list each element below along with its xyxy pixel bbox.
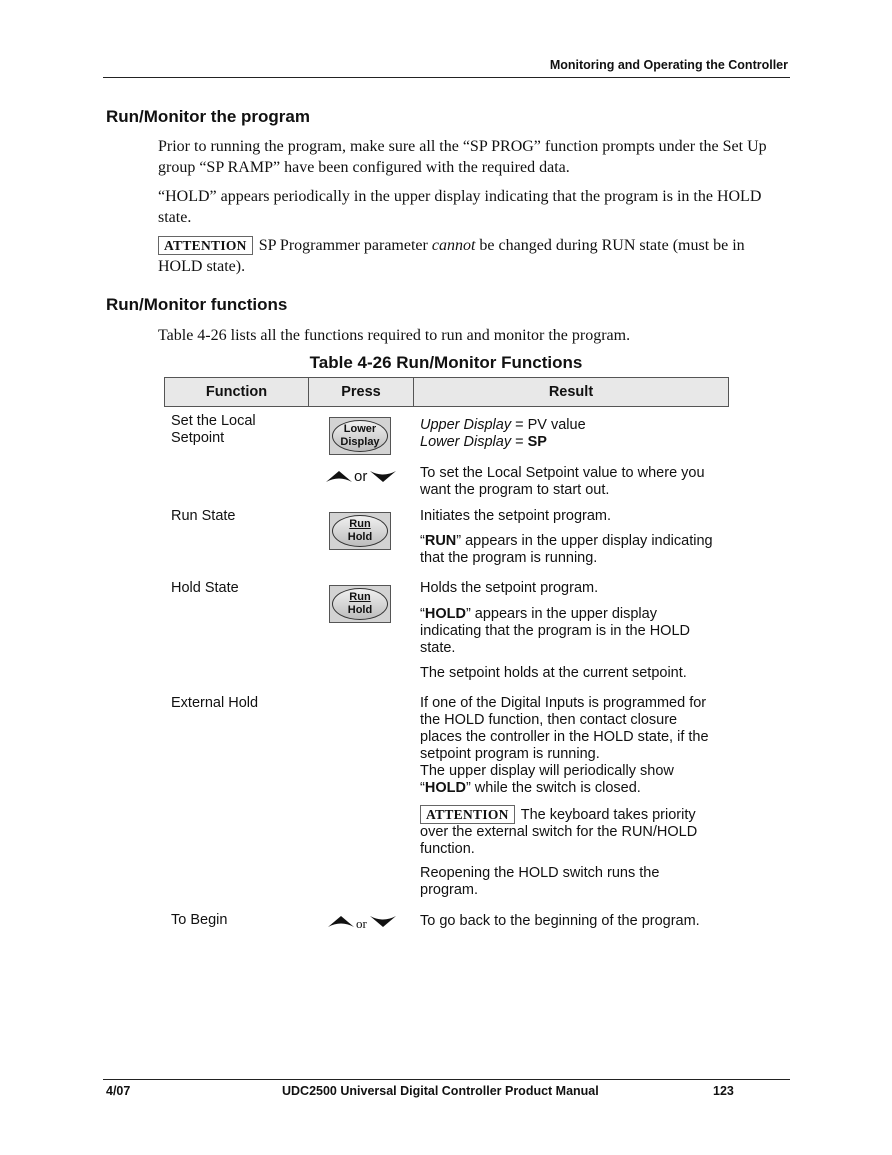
result-external-hold-reopening: Reopening the HOLD switch runs the program. (420, 865, 660, 898)
run-hold-key-icon (329, 585, 391, 623)
row-function-set-local-setpoint: Set the Local Setpoint (171, 413, 256, 446)
hold-appears-rest: ” appears in the upper display indicating that the program is in the HOLD state. (420, 606, 690, 656)
row-function-to-begin: To Begin (171, 912, 228, 928)
attention-text-after: be changed during RUN state (must be in HOLD state). (158, 237, 745, 275)
running-header: Monitoring and Operating the Controller (549, 58, 788, 72)
attention-text-before: SP Programmer parameter (258, 237, 432, 254)
quote-open: “ (420, 533, 425, 549)
up-or-down-arrows (328, 913, 408, 933)
section-heading-run-monitor-functions: Run/Monitor functions (106, 295, 288, 314)
up-arrow-icon (326, 471, 352, 482)
result-run-initiates: Initiates the setpoint program. (420, 508, 612, 524)
or-text: or (354, 468, 368, 485)
paragraph-hold-appears: “HOLD” appears periodically in the upper display indicating that the program is in the HOLD state. (158, 188, 762, 226)
footer-manual-title: UDC2500 Universal Digital Controller Product Manual (282, 1084, 599, 1098)
quote-open: “ (420, 606, 425, 622)
row-function-external-hold: External Hold (171, 695, 259, 711)
lower-display-label: Lower Display (420, 434, 512, 450)
footer-page-number: 123 (713, 1084, 734, 1098)
key-label-line1: Lower (343, 423, 377, 435)
up-or-down-arrows (326, 468, 406, 488)
result-external-hold-description (420, 695, 720, 797)
attention-badge: ATTENTION (158, 236, 253, 255)
footer-rule (103, 1079, 790, 1080)
header-rule (103, 77, 790, 78)
upper-display-label: Upper Display (420, 417, 512, 433)
result-to-begin: To go back to the beginning of the program. (420, 913, 700, 929)
hold-bold-text: HOLD (424, 606, 466, 622)
periodic-before: The upper display will periodically show “ (420, 763, 674, 796)
key-label-hold: Hold (347, 604, 373, 616)
key-label-hold: Hold (347, 531, 373, 543)
run-hold-key-icon (329, 512, 391, 550)
attention-keyboard-priority: The keyboard takes priority over the external switch for the RUN/HOLD function. (420, 807, 698, 857)
row-function-run-state: Run State (171, 508, 236, 524)
paragraph-table-intro: Table 4-26 lists all the functions required to run and monitor the program. (158, 327, 631, 344)
hold-bold-text: HOLD (424, 780, 466, 796)
attention-text-emphasis: cannot (431, 237, 476, 254)
result-hold-current-setpoint: The setpoint holds at the current setpoint. (420, 665, 687, 681)
or-text: or (356, 916, 367, 931)
column-header-function: Function (164, 377, 309, 407)
lower-display-equals: = (511, 434, 528, 450)
result-display-values (420, 417, 720, 451)
result-hold-appears (420, 606, 720, 657)
paragraph-prior-to-running: Prior to running the program, make sure all the “SP PROG” function prompts under the Set Up group “SP RAMP” have been configured with the required data. (158, 138, 767, 176)
table-caption: Table 4-26 Run/Monitor Functions (309, 353, 583, 372)
key-label-run: Run (349, 518, 371, 530)
down-arrow-icon (370, 916, 396, 927)
lower-display-key-icon (329, 417, 391, 455)
upper-display-value: = PV value (511, 417, 586, 433)
periodic-after: ” while the switch is closed. (465, 780, 641, 796)
attention-badge: ATTENTION (420, 805, 515, 824)
key-label-run: Run (349, 591, 371, 603)
column-header-press: Press (308, 377, 414, 407)
result-hold-holds: Holds the setpoint program. (420, 580, 599, 596)
result-run-appears (420, 533, 720, 567)
attention-paragraph (158, 235, 790, 277)
run-appears-rest: ” appears in the upper display indicating that the program is running. (420, 533, 713, 566)
lower-display-value: SP (527, 434, 547, 450)
external-hold-digital-inputs: If one of the Digital Inputs is programmed for the HOLD function, then contact closure places the controller in the HOLD state, if the setpoint program is running. (420, 695, 709, 762)
down-arrow-icon (370, 471, 396, 482)
footer-date: 4/07 (106, 1084, 131, 1098)
result-external-hold-attention (420, 805, 720, 858)
key-label-line2: Display (340, 436, 380, 448)
result-set-local-setpoint-arrows: To set the Local Setpoint value to where you want the program to start out. (420, 465, 705, 498)
section-heading-run-monitor-program: Run/Monitor the program (106, 107, 310, 126)
up-arrow-icon (328, 916, 354, 927)
row-function-hold-state: Hold State (171, 580, 239, 596)
run-bold-text: RUN (424, 533, 457, 549)
column-header-result: Result (413, 377, 729, 407)
external-hold-periodic (420, 763, 720, 797)
